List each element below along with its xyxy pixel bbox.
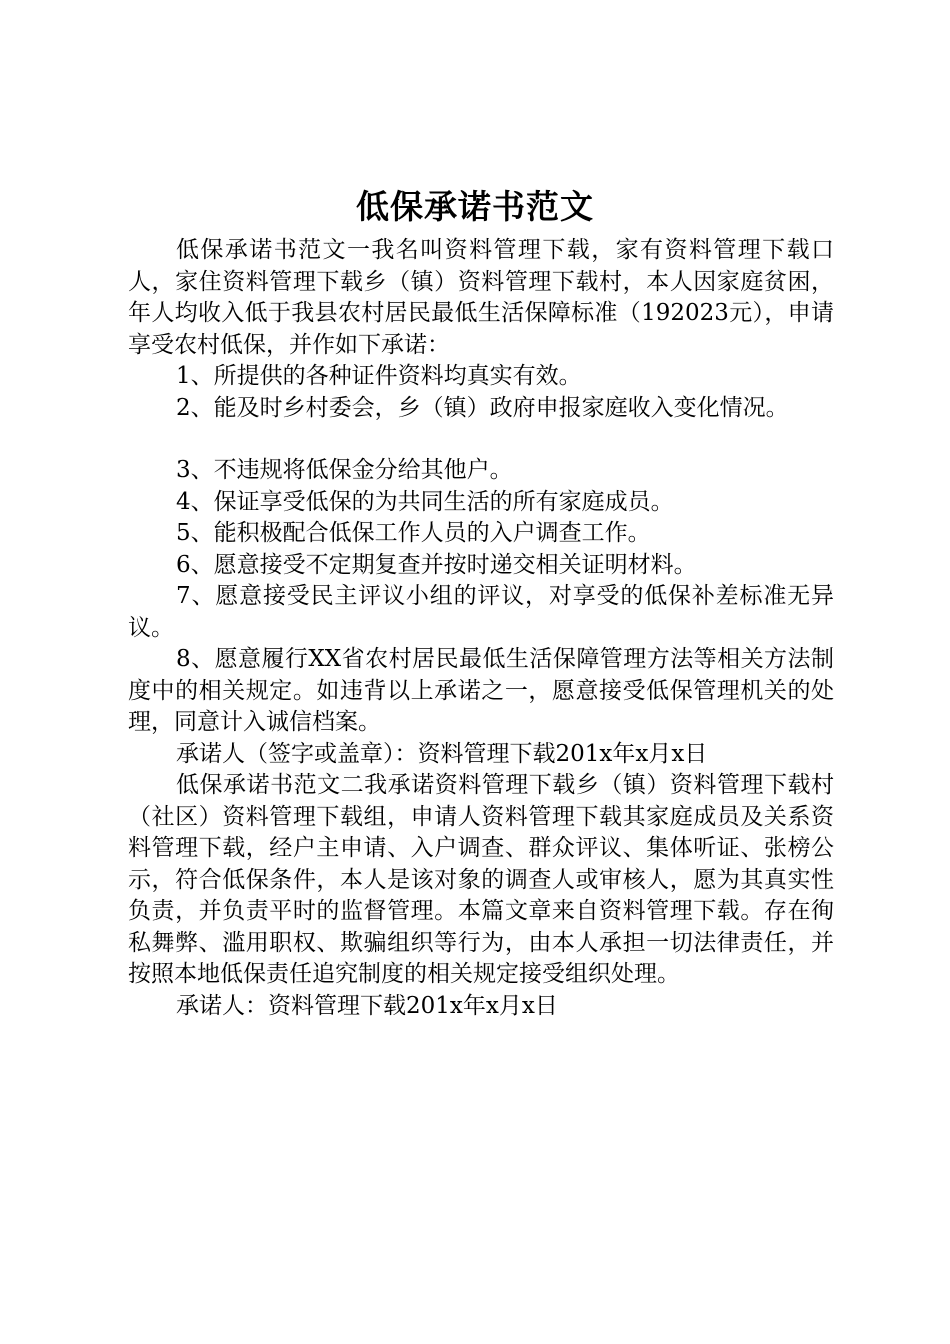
promise-item-6: 6、愿意接受不定期复查并按时递交相关证明材料。 bbox=[176, 551, 697, 578]
promise-item-8: 8、愿意履行XX省农村居民最低生活保障管理方法等相关方法制度中的相关规定。如违背以上承诺之一，愿意接受低保管理机关的处理，同意计入诚信档案。 bbox=[128, 646, 834, 735]
paragraph-intro-two: 低保承诺书范文二我承诺资料管理下载乡（镇）资料管理下载村（社区）资料管理下载组，申请人资料管理下载其家庭成员及关系资料管理下载，经户主申请、入户调查、群众评议、集体听证、张榜公示，符合低保条件，本人是该对象的调查人或审核人，愿为其真实性负责，并负责平时的监督管理。本篇文章来自资料管理下载。存在徇私舞弊、滥用职权、欺骗组织等行为，由本人承担一切法律责任，并按照本地低保责任追究制度的相关规定接受组织处理。 bbox=[128, 772, 834, 987]
signature-line-two: 承诺人：资料管理下载201x年x月x日 bbox=[176, 992, 558, 1019]
paragraph-intro-one: 低保承诺书范文一我名叫资料管理下载，家有资料管理下载口人，家住资料管理下载乡（镇）资料管理下载村，本人因家庭贫困，年人均收入低于我县农村居民最低生活保障标准（192023元），申请享受农村低保，并作如下承诺： bbox=[128, 237, 834, 358]
promise-item-1: 1、所提供的各种证件资料均真实有效。 bbox=[176, 363, 582, 389]
promise-item-3: 3、不违规将低保金分给其他户。 bbox=[176, 457, 513, 483]
promise-item-5: 5、能积极配合低保工作人员的入户调查工作。 bbox=[176, 520, 651, 546]
signature-line-one: 承诺人（签字或盖章）：资料管理下载201x年x月x日 bbox=[176, 740, 708, 767]
page-title: 低保承诺书范文 bbox=[356, 187, 594, 226]
promise-item-4: 4、保证享受低保的为共同生活的所有家庭成员。 bbox=[176, 488, 674, 515]
promise-item-7: 7、愿意接受民主评议小组的评议，对享受的低保补差标准无异议。 bbox=[128, 583, 834, 641]
promise-item-2: 2、能及时乡村委会，乡（镇）政府申报家庭收入变化情况。 bbox=[176, 394, 789, 421]
document-body bbox=[128, 235, 834, 1022]
